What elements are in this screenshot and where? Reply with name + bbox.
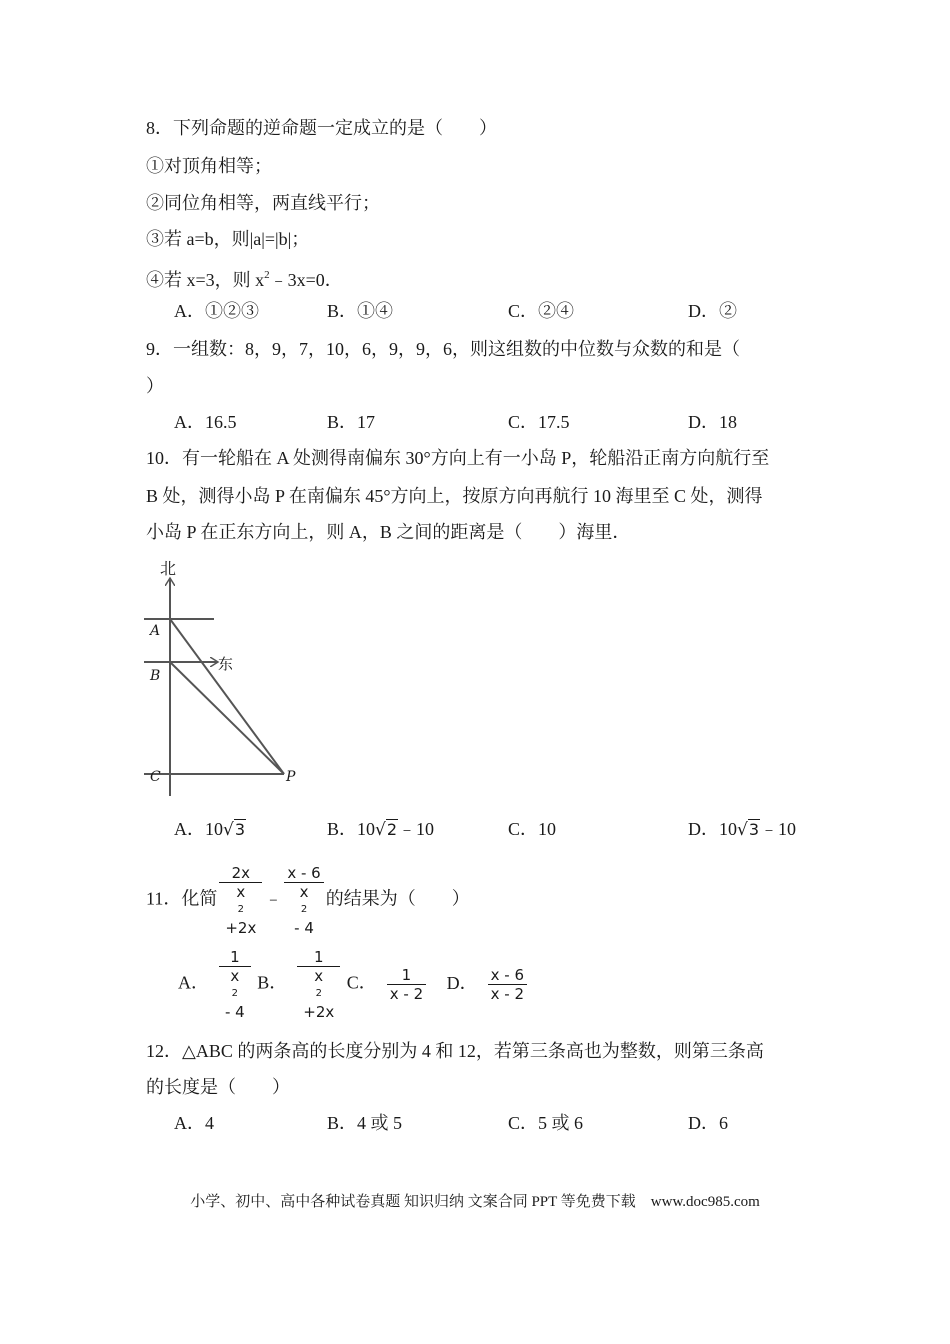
q9-stem-line-1: 9．一组数：8，9，7，10，6，9，9，6，则这组数的中位数与众数的和是（ [146, 339, 740, 359]
q10-option-b-coef: 10 [357, 819, 376, 839]
q10-option-a [174, 817, 246, 842]
q11-options [178, 948, 529, 1021]
q10-option-d-post: ﹣10 [760, 819, 797, 839]
sqrt-icon: √ [375, 820, 386, 840]
segment-bp [170, 662, 284, 774]
q11-option-d-label: D． [446, 972, 478, 993]
q10-option-d-radicand: 3 [748, 820, 760, 839]
q10-option-b [327, 817, 434, 842]
q12-option-b: B．4 或 5 [327, 1113, 403, 1133]
q10-option-a-label: A． [174, 819, 205, 839]
q8-option-b: B．①④ [327, 301, 394, 321]
q9-option-d: D．18 [688, 412, 737, 432]
label-p: P [286, 769, 296, 785]
q10-option-b-label: B． [327, 819, 358, 839]
label-a: A [150, 623, 161, 639]
q10-option-a-radicand: 3 [234, 820, 246, 839]
q11-fraction-2 [284, 864, 323, 937]
q10-option-d-label: D． [688, 819, 719, 839]
q10-option-c-label: C． [508, 819, 539, 839]
q8-item-3: ③若 a=b，则|a|=|b|； [146, 229, 310, 249]
q11-option-c-label: C． [346, 972, 377, 993]
q8-option-c: C．②④ [508, 301, 575, 321]
q11-fraction-1-numerator: 2x [219, 864, 262, 883]
q8-item-4-exponent: 2 [264, 269, 270, 281]
q12-option-a: A．4 [174, 1113, 214, 1133]
label-b: B [150, 668, 161, 684]
q10-option-b-post: ﹣10 [398, 819, 435, 839]
q12-option-c: C．5 或 6 [508, 1113, 584, 1133]
q11-minus: ﹣ [264, 888, 283, 909]
q11-fraction-1-denominator: x 2 +2x [225, 883, 257, 937]
q10-option-b-radicand: 2 [386, 820, 398, 839]
q12-option-d: D．6 [688, 1113, 728, 1133]
q11-option-b: 1 x 2 +2x [297, 948, 340, 1021]
q10-stem-line-1: 10．有一轮船在 A 处测得南偏东 30°方向上有一小岛 P，轮船沿正南方向航行至 [146, 448, 770, 468]
q10-option-d-coef: 10 [719, 819, 737, 839]
q8-stem: 8．下列命题的逆命题一定成立的是（ ） [146, 118, 497, 138]
q11-stem [146, 864, 470, 937]
page-footer: 小学、初中、高中各种试卷真题 知识归纳 文案合同 PPT 等免费下载 www.doc985.com [190, 1194, 760, 1210]
q11-option-b-label: B． [257, 972, 288, 993]
q9-option-a: A．16.5 [174, 412, 237, 432]
q11-fraction-1 [219, 864, 262, 937]
q10-diagram [138, 556, 308, 800]
q11-fraction-2-numerator: x - 6 [284, 864, 323, 883]
q10-stem-line-2: B 处，测得小岛 P 在南偏东 45°方向上，按原方向再航行 10 海里至 C 处，测得 [146, 486, 763, 506]
q8-item-2: ②同位角相等，两直线平行； [146, 193, 380, 213]
label-c: C [150, 769, 161, 785]
q9-stem-line-2: ） [146, 376, 164, 396]
q10-option-a-coef: 10 [205, 819, 223, 839]
sqrt-icon: √ [737, 820, 748, 840]
q11-suffix: 的结果为（ ） [325, 888, 470, 909]
q10-option-c [508, 817, 556, 841]
q11-fraction-2-denominator: x 2 - 4 [294, 883, 314, 937]
q11-option-a-label: A． [178, 972, 209, 993]
q9-option-c: C．17.5 [508, 412, 570, 432]
label-north: 北 [160, 559, 177, 578]
q11-prefix: 11．化简 [146, 888, 218, 909]
q8-option-a: A．①②③ [174, 301, 259, 321]
q8-item-4-pre: ④若 x=3，则 x [146, 270, 265, 290]
label-east: 东 [218, 655, 234, 673]
q8-option-d: D．② [688, 301, 737, 321]
q10-stem-line-3: 小岛 P 在正东方向上，则 A，B 之间的距离是（ ）海里． [146, 522, 631, 542]
q12-stem-line-1: 12．△ABC 的两条高的长度分别为 4 和 12，若第三条高也为整数，则第三条高 [146, 1041, 764, 1061]
segment-ap [170, 619, 284, 774]
q11-option-c: $\frac{1}{x - 2}$ [387, 966, 426, 1003]
q10-option-c-value: 10 [538, 819, 557, 839]
q8-item-4 [146, 263, 343, 292]
q11-option-a: 1 x 2 - 4 [219, 948, 251, 1021]
q8-item-1: ①对顶角相等； [146, 156, 272, 176]
q9-option-b: B．17 [327, 412, 376, 432]
q10-option-d [688, 817, 796, 842]
q11-option-d: $\frac{x - 6}{x - 2}$ [488, 966, 527, 1003]
q8-item-4-post: ﹣3x=0． [269, 270, 343, 290]
q12-stem-line-2: 的长度是（ ） [146, 1077, 290, 1097]
sqrt-icon: √ [223, 820, 234, 840]
